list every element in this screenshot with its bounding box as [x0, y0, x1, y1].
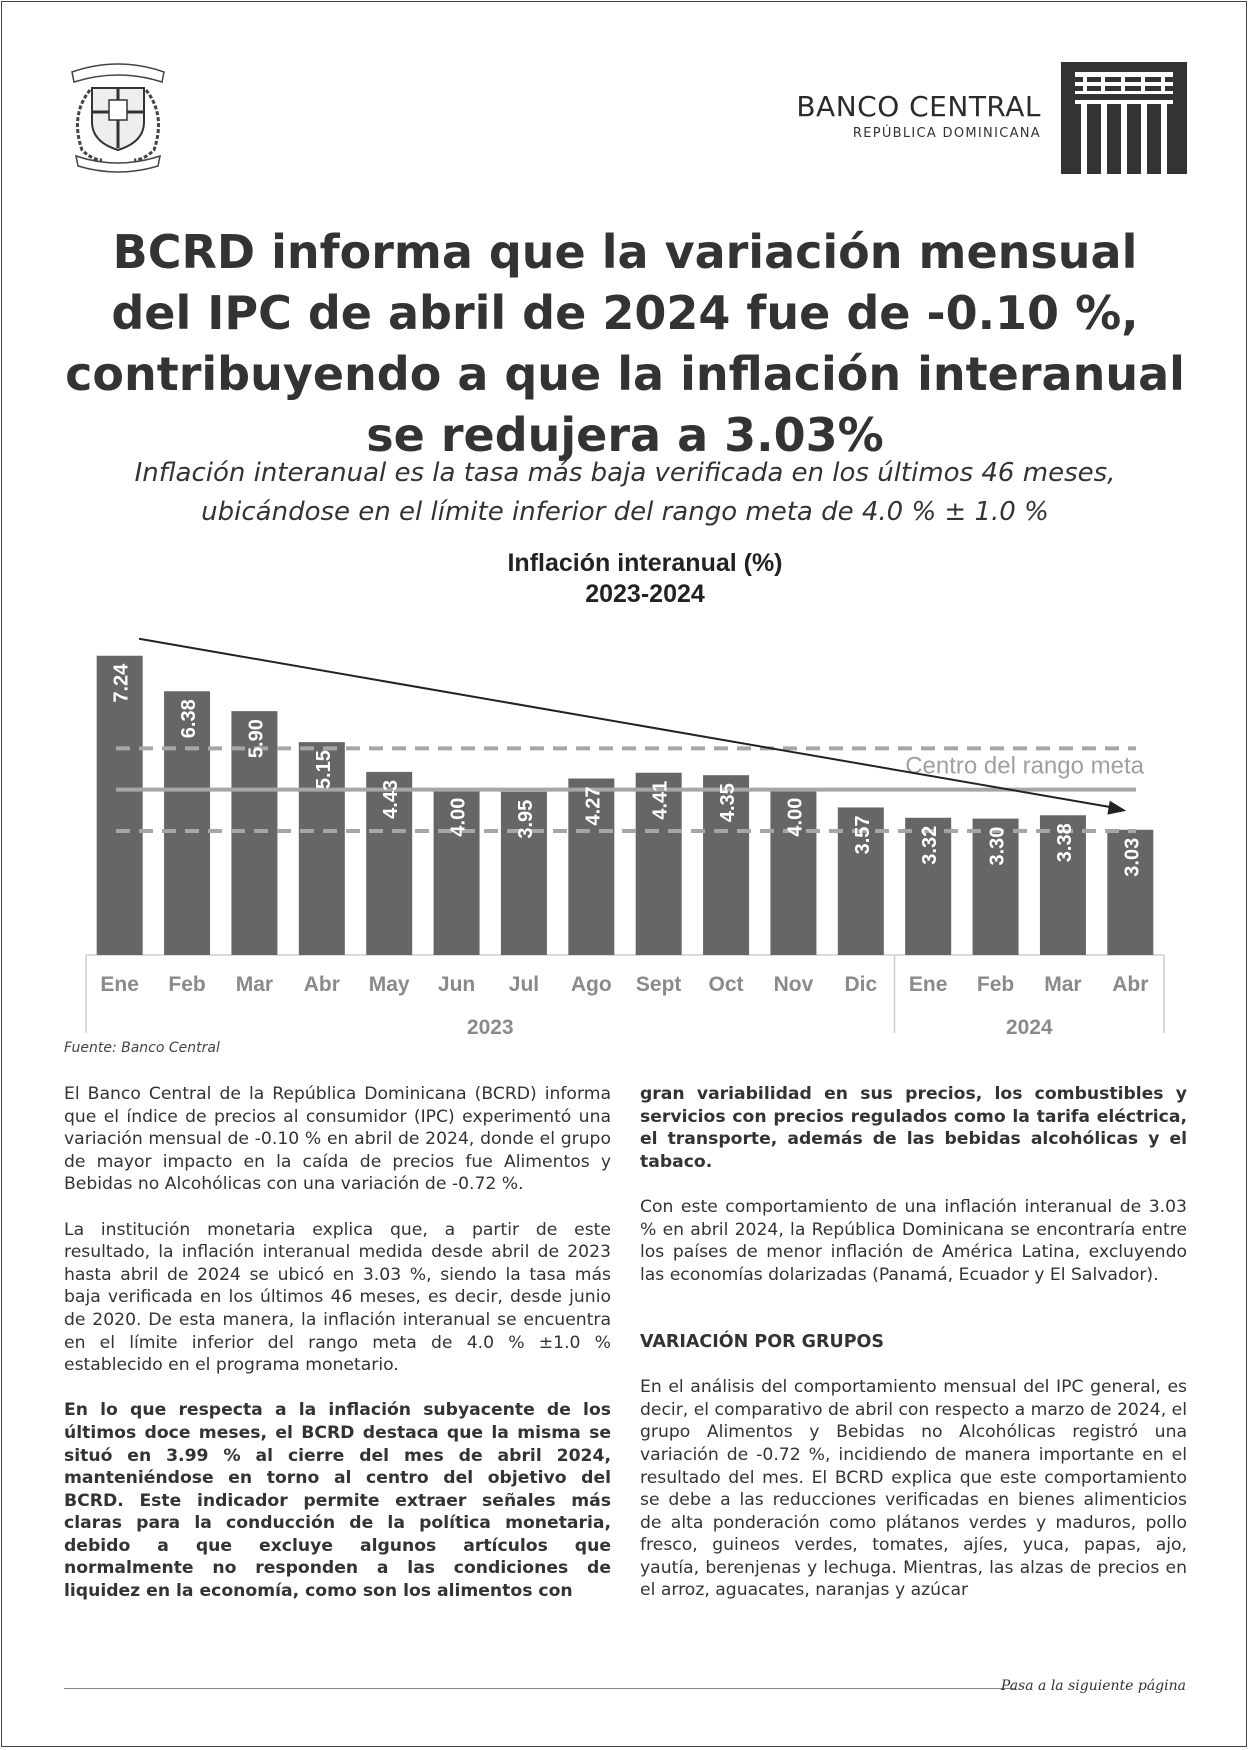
spacer: [640, 1309, 1187, 1331]
bank-name: BANCO CENTRAL: [796, 90, 1041, 123]
x-tick-label: Jul: [508, 973, 540, 996]
bar-value-label: 4.43: [380, 779, 403, 819]
bank-building-logo-icon: [1061, 62, 1187, 174]
x-tick-label: Abr: [303, 973, 340, 996]
x-tick-label: May: [368, 973, 410, 996]
bar-value-label: 4.35: [717, 783, 740, 823]
x-tick-label: Mar: [235, 973, 274, 996]
x-tick-label: Abr: [1112, 973, 1149, 996]
bar-value-label: 4.00: [447, 797, 470, 837]
bar-value-label: 3.30: [986, 826, 1009, 866]
chart-title: Inflación interanual (%): [507, 549, 783, 577]
x-tick-label: Nov: [773, 973, 814, 996]
body-paragraph: La institución monetaria explica que, a partir de este resultado, la inflación interanual medida desde abril de 2023 hasta abril de 2024 se ubicó en 3.03 %, siendo la tasa más baja verificada en los últimos 46 meses, es decir, desde junio de 2020. De esta manera, la inflación interanual se encuentra en el límite inferior del rango meta de 4.0 % ±1.0 % establecido en el programa monetario.: [64, 1219, 611, 1376]
bar-value-label: 7.24: [110, 663, 133, 703]
body-paragraph-bold: En lo que respecta a la inflación subyacente de los últimos doce meses, el BCRD destaca que la misma se situó en 3.99 % al cierre del mes de abril 2024, manteniéndose en torno al centro del objetivo del BCRD. Este indicador permite extraer señales más claras para la conducción de la política monetaria, debido a que excluye algunos artículos que normalmente no responden a las condiciones de liquidez en la economía, como son los alimentos con: [64, 1400, 611, 1602]
bar-value-label: 4.27: [582, 786, 605, 826]
subheadline: [50, 454, 1200, 532]
chart-source: Fuente: Banco Central: [64, 1040, 220, 1056]
bank-country: REPÚBLICA DOMINICANA: [852, 126, 1041, 141]
year-group-label: 2024: [1005, 1016, 1053, 1039]
body-paragraph-bold: gran variabilidad en sus precios, los combustibles y servicios con precios regulados como la tarifa eléctrica, el transporte, además de las bebidas alcohólicas y el tabaco.: [640, 1084, 1187, 1172]
trend-arrow-head: [1107, 801, 1126, 815]
bar-value-label: 4.00: [784, 797, 807, 837]
section-heading: VARIACIÓN POR GRUPOS: [640, 1331, 885, 1352]
target-center-label: Centro del rango meta: [905, 752, 1144, 780]
headline-line: contribuyendo a que la inflación interanual: [65, 347, 1185, 401]
body-paragraph: En el análisis del comportamiento mensual del IPC general, es decir, el comparativo de abril con respecto a marzo de 2024, el grupo Alimentos y Bebidas no Alcohólicas registró una variación de -0.72 %, incidiendo de manera importante en el resultado del mes. El BCRD explica que este comportamiento se debe a las reducciones verificadas en bienes alimenticios de alta ponderación como plátanos verdes y maduros, pollo fresco, guineos verdes, tomates, ajíes, yuca, papas, ajo, yautía, berenjenas y lechuga. Mientras, las alzas de precios en el arroz, aguacates, naranjas y azúcar: [640, 1377, 1187, 1601]
bar-value-label: 6.38: [178, 699, 201, 739]
bar-value-label: 3.32: [919, 825, 942, 865]
subheadline-line: ubicándose en el límite inferior del rango meta de 4.0 % ± 1.0 %: [201, 497, 1049, 527]
bar-value-label: 3.38: [1053, 823, 1076, 863]
x-tick-label: Oct: [708, 973, 744, 996]
headline-line: se redujera a 3.03%: [366, 408, 884, 462]
x-tick-label: Feb: [976, 973, 1015, 996]
body-paragraph: El Banco Central de la República Dominicana (BCRD) informa que el índice de precios al consumidor (IPC) experimentó una variación mensual de -0.10 % en abril de 2024, donde el grupo de mayor impacto en la caída de precios fue Alimentos y Bebidas no Alcohólicas con una variación de -0.72 %.: [64, 1084, 611, 1195]
x-tick-label: Ago: [570, 973, 612, 996]
x-tick-label: Dic: [844, 973, 878, 996]
x-tick-label: Ene: [908, 973, 948, 996]
bar-value-label: 3.57: [851, 815, 874, 855]
body-right-column: [640, 1083, 1187, 1625]
bar-value-label: 5.90: [245, 719, 268, 759]
x-tick-label: Mar: [1044, 973, 1082, 996]
chart-subtitle: 2023-2024: [585, 580, 705, 608]
headline: [60, 222, 1190, 466]
trend-arrow-line: [139, 639, 1114, 808]
body-paragraph: Con este comportamiento de una inflación interanual de 3.03 % en abril 2024, la República Dominicana se encontraría entre los países de menor inflación de América Latina, excluyendo las economías dolarizadas (Panamá, Ecuador y El Salvador).: [640, 1196, 1187, 1285]
footer-rule: [64, 1688, 1016, 1689]
bar-value-label: 3.95: [514, 799, 537, 839]
bar-value-label: 5.15: [312, 750, 335, 790]
bar-value-label: 4.41: [649, 780, 672, 820]
x-tick-label: Ene: [100, 973, 139, 996]
subheadline-line: Inflación interanual es la tasa más baja verificada en los últimos 46 meses,: [134, 458, 1116, 488]
x-tick-label: Sept: [635, 973, 682, 996]
headline-line: del IPC de abril de 2024 fue de -0.10 %,: [111, 286, 1139, 340]
coat-of-arms-seal: [62, 60, 174, 175]
headline-line: BCRD informa que la variación mensual: [112, 225, 1138, 279]
next-page-link[interactable]: Pasa a la siguiente página: [1000, 1678, 1186, 1694]
body-left-column: [64, 1083, 611, 1625]
bank-logo-text: [796, 92, 1041, 141]
bar-value-label: 3.03: [1121, 837, 1144, 877]
year-group-label: 2023: [466, 1016, 514, 1039]
x-tick-label: Jun: [437, 973, 476, 996]
inflation-bar-chart: [0, 600, 1250, 1060]
x-tick-label: Feb: [168, 973, 206, 996]
